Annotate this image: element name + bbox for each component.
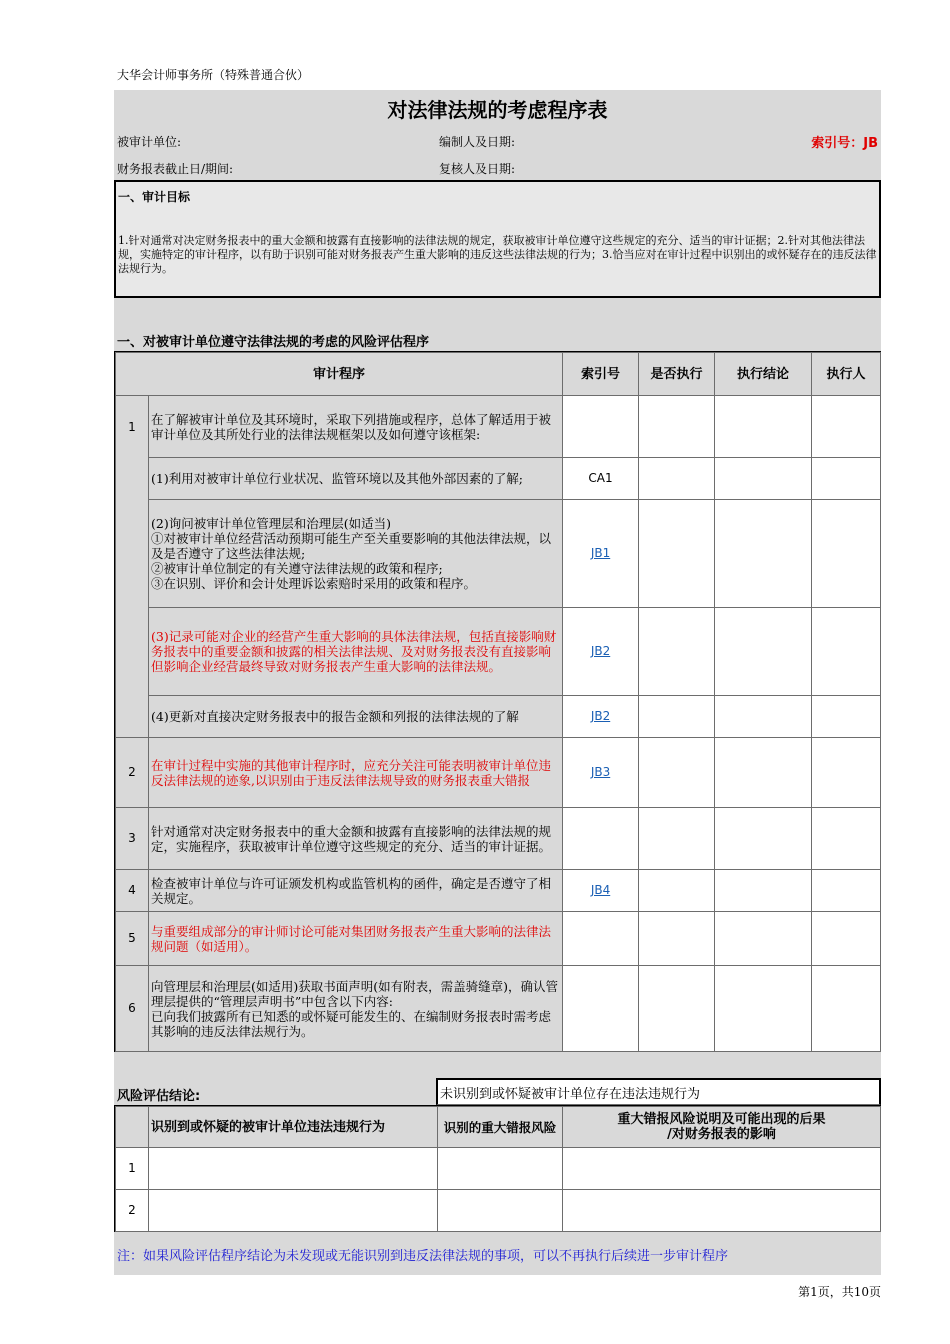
procedure-text: (1)利用对被审计单位行业状况、监管环境以及其他外部因素的了解; xyxy=(149,458,563,500)
auditee-label: 被审计单位: xyxy=(117,135,182,149)
violation-cell[interactable] xyxy=(149,1148,438,1190)
col-header-index: 索引号 xyxy=(563,353,639,396)
executed-cell[interactable] xyxy=(639,912,715,966)
procedure-text: 与重要组成部分的审计师讨论可能对集团财务报表产生重大影响的法律法规问题（如适用）。 xyxy=(149,912,563,966)
procedures-heading: 一、对被审计单位遵守法律法规的考虑的风险评估程序 xyxy=(117,335,430,350)
executor-cell[interactable] xyxy=(812,396,881,458)
procedure-ref: CA1 xyxy=(563,458,639,500)
executed-cell[interactable] xyxy=(639,500,715,608)
table-row xyxy=(116,696,881,738)
table-row xyxy=(116,458,881,500)
table-row xyxy=(116,870,881,912)
procedure-text: (2)询问被审计单位管理层和治理层(如适当) ①对被审计单位经营活动预期可能生产至关重要影响的其他法律法规，以及是否遵守了这些法律法规; ②被审计单位制定的有关遵守法律法规的政策和程序; ③在识别、评价和会计处理诉讼索赔时采用的政策和程序。 xyxy=(149,500,563,608)
reviewer-label: 复核人及日期: xyxy=(439,162,516,176)
violations-table xyxy=(115,1106,881,1232)
procedure-ref-cell xyxy=(563,738,639,808)
col-header-executed: 是否执行 xyxy=(639,353,715,396)
procedure-ref-cell xyxy=(563,870,639,912)
procedure-text: 检查被审计单位与许可证颁发机构或监管机构的函件，确定是否遵守了相关规定。 xyxy=(149,870,563,912)
risk-cell[interactable] xyxy=(438,1148,563,1190)
procedures-table xyxy=(115,352,881,1052)
procedure-text: (3)记录可能对企业的经营产生重大影响的具体法律法规，包括直接影响财务报表中的重要金额和披露的相关法律法规、及对财务报表没有直接影响但影响企业经营最终导致对财务报表产生重大影响的法律法规。 xyxy=(149,608,563,696)
conclusion-cell[interactable] xyxy=(715,396,812,458)
procedure-text: 在审计过程中实施的其他审计程序时，应充分关注可能表明被审计单位违反法律法规的迹象,以识别由于违反法律法规导致的财务报表重大错报 xyxy=(149,738,563,808)
procedure-ref xyxy=(563,912,639,966)
executed-cell[interactable] xyxy=(639,608,715,696)
executed-cell[interactable] xyxy=(639,870,715,912)
executed-cell[interactable] xyxy=(639,458,715,500)
executor-cell[interactable] xyxy=(812,696,881,738)
row-number: 1 xyxy=(116,1148,149,1190)
executor-cell[interactable] xyxy=(812,738,881,808)
procedure-ref xyxy=(563,396,639,458)
conclusion-cell[interactable] xyxy=(715,912,812,966)
executor-cell[interactable] xyxy=(812,966,881,1052)
procedure-ref xyxy=(563,808,639,870)
preparer-label: 编制人及日期: xyxy=(439,135,516,149)
col-header-conclusion: 执行结论 xyxy=(715,353,812,396)
table-row xyxy=(116,1190,881,1232)
table-row xyxy=(116,500,881,608)
procedure-ref-cell xyxy=(563,500,639,608)
row-number: 1 xyxy=(116,396,149,738)
procedure-text: 向管理层和治理层(如适用)获取书面声明(如有附表，需盖骑缝章)，确认管理层提供的“管理层声明书”中包含以下内容: 已向我们披露所有已知悉的或怀疑可能发生的、在编制财务报表时需考虑其影响的违反法律法规行为。 xyxy=(149,966,563,1052)
procedure-text: (4)更新对直接决定财务报表中的报告金额和列报的法律法规的了解 xyxy=(149,696,563,738)
index-number: 索引号：JB xyxy=(811,136,878,151)
procedure-ref-cell xyxy=(563,696,639,738)
table-row xyxy=(116,396,881,458)
row-number: 2 xyxy=(116,738,149,808)
conclusion-cell[interactable] xyxy=(715,870,812,912)
procedure-text: 在了解被审计单位及其环境时，采取下列措施或程序，总体了解适用于被审计单位及其所处行业的法律法规框架以及如何遵守该框架: xyxy=(149,396,563,458)
violation-cell[interactable] xyxy=(149,1190,438,1232)
row-number: 4 xyxy=(116,870,149,912)
procedure-ref-link[interactable]: JB4 xyxy=(590,883,611,897)
executed-cell[interactable] xyxy=(639,966,715,1052)
conclusion-label: 风险评估结论: xyxy=(117,1089,201,1104)
conclusion-cell[interactable] xyxy=(715,458,812,500)
objective-text: 1.针对通常对决定财务报表中的重大金额和披露有直接影响的法律法规的规定，获取被审计单位遵守这些规定的充分、适当的审计证据；2.针对其他法律法规，实施特定的审计程序，以有助于识别可能对财务报表产生重大影响的违反这些法律法规的行为；3.恰当应对在审计过程中识别出的或怀疑存在的违反法律法规行为。 xyxy=(118,234,877,275)
conclusion-cell[interactable] xyxy=(715,808,812,870)
executed-cell[interactable] xyxy=(639,396,715,458)
procedure-ref-link[interactable]: JB3 xyxy=(590,765,611,779)
objective-box xyxy=(114,180,881,298)
conclusion-value[interactable]: 未识别到或怀疑被审计单位存在违法违规行为 xyxy=(436,1078,881,1105)
executor-cell[interactable] xyxy=(812,870,881,912)
executor-cell[interactable] xyxy=(812,912,881,966)
executor-cell[interactable] xyxy=(812,500,881,608)
conclusion-cell[interactable] xyxy=(715,696,812,738)
procedure-text: 针对通常对决定财务报表中的重大金额和披露有直接影响的法律法规的规定，实施程序，获取被审计单位遵守这些规定的充分、适当的审计证据。 xyxy=(149,808,563,870)
row-number: 6 xyxy=(116,966,149,1052)
firm-name: 大华会计师事务所（特殊普通合伙） xyxy=(117,68,310,82)
row-number: 5 xyxy=(116,912,149,966)
procedure-ref-link[interactable]: JB2 xyxy=(590,709,611,723)
executed-cell[interactable] xyxy=(639,738,715,808)
row-number: 3 xyxy=(116,808,149,870)
risk-cell[interactable] xyxy=(438,1190,563,1232)
impact-cell[interactable] xyxy=(563,1148,881,1190)
conclusion-cell[interactable] xyxy=(715,738,812,808)
table-row xyxy=(116,608,881,696)
table-row xyxy=(116,912,881,966)
row-number: 2 xyxy=(116,1190,149,1232)
executor-cell[interactable] xyxy=(812,808,881,870)
page-title: 对法律法规的考虑程序表 xyxy=(387,98,608,122)
impact-cell[interactable] xyxy=(563,1190,881,1232)
conclusion-cell[interactable] xyxy=(715,608,812,696)
col-header-procedure: 审计程序 xyxy=(116,353,563,396)
table-row xyxy=(116,1148,881,1190)
col-header-executor: 执行人 xyxy=(812,353,881,396)
procedure-ref-link[interactable]: JB1 xyxy=(590,546,611,560)
footnote: 注：如果风险评估程序结论为未发现或无能识别到违反法律法规的事项，可以不再执行后续进一步审计程序 xyxy=(117,1249,729,1264)
executor-cell[interactable] xyxy=(812,608,881,696)
executed-cell[interactable] xyxy=(639,808,715,870)
page-counter: 第1页，共10页 xyxy=(798,1285,881,1299)
conclusion-cell[interactable] xyxy=(715,966,812,1052)
table-row xyxy=(116,808,881,870)
procedure-ref xyxy=(563,966,639,1052)
executor-cell[interactable] xyxy=(812,458,881,500)
col-header-no xyxy=(116,1107,149,1148)
col-header-risk: 识别的重大错报风险 xyxy=(438,1107,563,1148)
period-label: 财务报表截止日/期间: xyxy=(117,162,234,176)
procedure-ref-cell xyxy=(563,608,639,696)
executed-cell[interactable] xyxy=(639,696,715,738)
col-header-impact: 重大错报风险说明及可能出现的后果 /对财务报表的影响 xyxy=(563,1107,881,1148)
conclusion-cell[interactable] xyxy=(715,500,812,608)
table-row xyxy=(116,966,881,1052)
col-header-violation: 识别到或怀疑的被审计单位违法违规行为 xyxy=(149,1107,438,1148)
objective-heading: 一、审计目标 xyxy=(118,190,191,204)
table-row xyxy=(116,738,881,808)
procedure-ref-link[interactable]: JB2 xyxy=(590,644,611,658)
